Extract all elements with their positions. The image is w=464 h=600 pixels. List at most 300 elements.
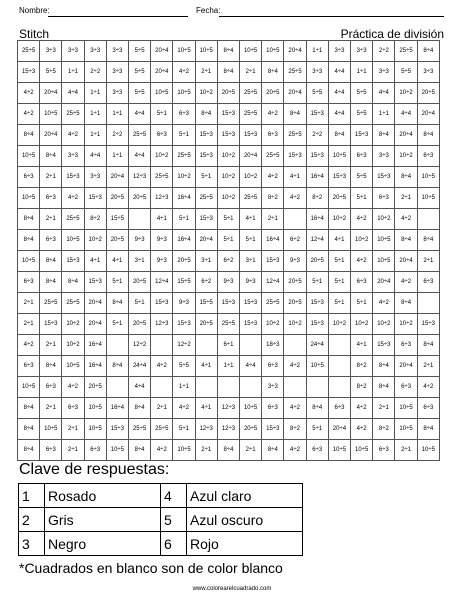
grid-cell: 15÷3 [18,62,40,83]
grid-row [18,419,440,440]
grid-cell: 4÷2 [173,398,195,419]
grid-cell: 6÷3 [173,104,195,125]
grid-cell: 2÷1 [417,251,439,272]
grid-cell: 25÷5 [195,188,217,209]
grid-row [18,209,440,230]
grid-cell: 10÷5 [328,146,350,167]
grid-cell: 5÷1 [306,419,328,440]
grid-cell: 6÷3 [84,440,106,461]
grid-cell: 20÷5 [195,314,217,335]
grid-cell: 2÷1 [18,314,40,335]
grid-cell: 6÷3 [18,356,40,377]
grid-cell: 5÷5 [351,167,373,188]
grid-cell: 1÷1 [373,104,395,125]
grid-cell: 4÷4 [328,62,350,83]
grid-cell: 15÷3 [84,188,106,209]
grid-cell: 25÷5 [240,83,262,104]
grid-cell: 5÷5 [129,41,151,62]
grid-cell: 4÷4 [62,83,84,104]
grid-cell: 5÷1 [173,209,195,230]
grid-cell: 3÷1 [129,251,151,272]
grid-cell: 2÷1 [40,209,62,230]
grid-cell: 10÷5 [417,188,439,209]
grid-cell: 12÷3 [151,314,173,335]
grid-cell: 8÷4 [18,440,40,461]
grid-cell: 15÷5 [106,209,128,230]
grid-cell: 4÷1 [195,356,217,377]
grid-row [18,314,440,335]
grid-cell: 2÷1 [195,440,217,461]
grid-row [18,41,440,62]
grid-cell: 8÷4 [106,356,128,377]
grid-cell: 6÷3 [40,440,62,461]
date-line [219,16,444,17]
grid-cell: 6÷3 [351,272,373,293]
grid-cell: 1÷1 [84,83,106,104]
grid-cell: 4÷2 [284,356,306,377]
grid-cell: 6÷3 [328,398,350,419]
grid-row [18,146,440,167]
grid-cell: 10÷5 [395,398,417,419]
grid-cell: 25÷5 [262,146,284,167]
grid-cell: 4÷2 [284,398,306,419]
grid-cell: 3÷3 [262,377,284,398]
grid-cell: 20÷5 [217,83,239,104]
grid-cell: 12÷3 [195,419,217,440]
grid-cell: 15÷3 [195,125,217,146]
grid-cell: 16÷4 [84,356,106,377]
key-color: Rojo [187,532,303,556]
grid-cell [129,209,151,230]
grid-cell: 2÷1 [395,188,417,209]
grid-cell: 25÷5 [262,293,284,314]
grid-cell: 25÷5 [62,209,84,230]
grid-cell: 8÷4 [129,440,151,461]
grid-cell: 8÷4 [373,356,395,377]
grid-cell [195,377,217,398]
grid-cell: 4÷2 [18,104,40,125]
grid-cell: 16÷4 [84,335,106,356]
grid-row [18,251,440,272]
grid-cell: 8÷4 [417,41,439,62]
grid-cell [328,335,350,356]
grid-cell: 10÷5 [84,398,106,419]
grid-cell: 5÷1 [129,293,151,314]
grid-cell: 15÷3 [151,293,173,314]
grid-cell: 5÷5 [306,83,328,104]
grid-cell: 5÷1 [240,230,262,251]
grid-cell: 15÷3 [62,251,84,272]
grid-cell: 6÷3 [18,272,40,293]
grid-cell: 10÷5 [240,41,262,62]
grid-cell: 4÷4 [373,83,395,104]
grid-cell: 10÷5 [18,377,40,398]
grid-cell: 20÷5 [129,188,151,209]
grid-cell: 20÷4 [151,62,173,83]
key-number: 4 [161,484,187,508]
grid-cell: 10÷5 [328,440,350,461]
grid-cell: 10÷5 [240,398,262,419]
grid-cell: 9÷3 [129,230,151,251]
grid-cell: 4÷1 [151,209,173,230]
grid-cell: 20÷5 [173,251,195,272]
grid-cell: 6÷3 [395,377,417,398]
grid-cell: 3÷3 [84,41,106,62]
grid-row [18,188,440,209]
grid-cell: 10÷2 [151,146,173,167]
grid-row [18,398,440,419]
key-number: 3 [19,532,45,556]
date-label: Fecha: [196,6,221,15]
grid-cell: 6÷3 [18,167,40,188]
grid-cell: 8÷4 [417,125,439,146]
grid-cell: 9÷3 [173,293,195,314]
grid-cell: 4÷2 [395,209,417,230]
answer-key-row [19,484,303,508]
grid-row [18,377,440,398]
grid-cell: 8÷4 [284,104,306,125]
grid-cell [328,356,350,377]
grid-cell: 5÷5 [40,62,62,83]
key-color: Azul oscuro [187,508,303,532]
grid-cell: 10÷2 [195,83,217,104]
grid-cell: 10÷5 [18,251,40,272]
grid-cell: 10÷5 [40,419,62,440]
grid-cell: 10÷5 [262,41,284,62]
grid-cell: 10÷5 [417,167,439,188]
grid-cell: 3÷3 [373,146,395,167]
grid-cell: 2÷2 [306,125,328,146]
grid-cell: 2÷1 [262,209,284,230]
grid-cell: 5÷5 [129,62,151,83]
grid-cell: 15÷3 [240,314,262,335]
grid-cell: 3÷1 [195,251,217,272]
grid-cell: 8÷4 [62,272,84,293]
grid-cell: 3÷3 [351,41,373,62]
grid-cell: 10÷5 [62,356,84,377]
grid-cell: 8÷2 [262,188,284,209]
grid-cell: 10÷5 [195,41,217,62]
grid-cell: 5÷1 [217,209,239,230]
grid-cell: 20÷4 [151,41,173,62]
grid-cell: 10÷2 [328,314,350,335]
grid-cell: 9÷3 [217,272,239,293]
grid-cell: 20÷5 [106,230,128,251]
grid-cell: 9÷3 [151,251,173,272]
grid-cell: 5÷1 [351,293,373,314]
grid-cell: 8÷4 [40,356,62,377]
grid-cell: 4÷2 [18,335,40,356]
grid-cell: 5÷1 [306,272,328,293]
grid-cell: 12÷2 [129,335,151,356]
grid-cell: 8÷2 [351,356,373,377]
grid-cell: 16÷4 [106,398,128,419]
grid-cell: 15÷3 [284,146,306,167]
grid-cell: 15÷3 [306,146,328,167]
grid-cell: 6÷2 [195,272,217,293]
grid-cell: 10÷2 [328,209,350,230]
grid-cell: 15÷3 [217,125,239,146]
key-color: Azul claro [187,484,303,508]
grid-cell: 3÷3 [106,41,128,62]
grid-cell: 20÷4 [395,125,417,146]
grid-cell: 3÷3 [62,146,84,167]
grid-cell: 5÷1 [195,167,217,188]
grid-cell: 12÷3 [129,167,151,188]
grid-cell: 1÷1 [173,377,195,398]
grid-cell: 6÷3 [40,188,62,209]
grid-cell: 8÷4 [18,125,40,146]
division-grid [17,40,440,461]
grid-cell: 10÷5 [106,440,128,461]
grid-cell: 10÷2 [240,167,262,188]
grid-cell: 3÷3 [306,62,328,83]
grid-cell: 2÷1 [395,440,417,461]
grid-cell: 10÷2 [373,314,395,335]
grid-cell: 10÷2 [173,167,195,188]
grid-cell: 10÷5 [306,356,328,377]
grid-cell: 20÷4 [395,356,417,377]
grid-cell: 16÷4 [306,209,328,230]
grid-cell: 5÷1 [217,230,239,251]
grid-cell: 4÷2 [395,272,417,293]
grid-cell: 20÷5 [306,251,328,272]
grid-cell: 12÷3 [217,398,239,419]
grid-cell: 8÷4 [417,230,439,251]
grid-cell: 9÷3 [284,251,306,272]
grid-cell: 2÷1 [62,419,84,440]
grid-cell: 5÷1 [106,314,128,335]
key-color: Gris [45,508,161,532]
grid-cell: 4÷4 [328,83,350,104]
grid-cell: 20÷4 [395,251,417,272]
grid-cell: 16÷4 [262,230,284,251]
grid-cell: 15÷3 [306,104,328,125]
grid-cell: 6÷1 [217,335,239,356]
grid-cell: 8÷4 [395,167,417,188]
grid-cell: 4÷2 [62,188,84,209]
grid-cell [240,335,262,356]
grid-cell: 18÷3 [262,335,284,356]
grid-cell: 10÷2 [351,230,373,251]
grid-cell: 8÷4 [262,62,284,83]
key-number: 5 [161,508,187,532]
grid-cell: 20÷5 [284,293,306,314]
grid-cell: 20÷4 [84,314,106,335]
key-color: Negro [45,532,161,556]
grid-cell: 24÷4 [129,356,151,377]
grid-cell: 20÷4 [328,419,350,440]
grid-cell: 3÷3 [62,41,84,62]
grid-cell: 10÷2 [217,188,239,209]
grid-cell: 8÷4 [373,125,395,146]
grid-cell [195,335,217,356]
grid-cell: 6÷3 [262,398,284,419]
grid-cell: 10÷5 [62,230,84,251]
grid-cell: 24÷4 [306,335,328,356]
grid-cell: 15÷5 [173,272,195,293]
grid-cell: 6÷3 [373,188,395,209]
grid-cell: 25÷5 [62,104,84,125]
grid-cell: 8÷2 [306,188,328,209]
grid-cell: 4÷2 [18,83,40,104]
grid-cell: 20÷4 [195,230,217,251]
grid-cell: 5÷1 [328,293,350,314]
grid-row [18,440,440,461]
grid-cell: 6÷2 [284,230,306,251]
grid-cell: 20÷5 [129,272,151,293]
grid-cell: 10÷5 [40,104,62,125]
grid-cell: 20÷5 [328,188,350,209]
grid-cell: 3÷3 [328,41,350,62]
grid-cell: 8÷4 [373,377,395,398]
grid-cell: 20÷5 [284,272,306,293]
grid-cell: 10÷5 [351,440,373,461]
grid-cell: 20÷4 [106,167,128,188]
grid-cell: 10÷5 [173,440,195,461]
grid-cell: 9÷3 [240,272,262,293]
grid-cell: 16÷4 [173,230,195,251]
grid-cell: 10÷2 [395,314,417,335]
grid-cell: 2÷1 [62,440,84,461]
grid-cell: 2÷1 [373,398,395,419]
grid-cell: 8÷4 [18,419,40,440]
grid-cell: 20÷5 [417,83,439,104]
grid-cell: 15÷3 [373,335,395,356]
grid-cell [284,209,306,230]
grid-cell: 25÷5 [284,62,306,83]
grid-cell: 10÷5 [417,440,439,461]
grid-cell: 4÷2 [151,356,173,377]
grid-cell [240,377,262,398]
grid-cell: 2÷1 [240,440,262,461]
grid-cell: 15÷3 [84,272,106,293]
grid-cell: 6÷3 [40,230,62,251]
grid-cell: 20÷4 [84,293,106,314]
grid-row [18,83,440,104]
grid-cell: 20÷5 [129,314,151,335]
grid-cell: 5÷1 [328,251,350,272]
grid-cell: 5÷5 [351,83,373,104]
grid-cell: 15÷3 [262,251,284,272]
grid-cell: 20÷5 [262,83,284,104]
grid-cell: 4÷2 [417,377,439,398]
grid-cell: 10÷5 [373,230,395,251]
grid-cell: 15÷3 [306,293,328,314]
grid-cell: 6÷3 [262,125,284,146]
grid-cell: 10÷5 [84,419,106,440]
grid-cell: 8÷2 [373,419,395,440]
grid-cell: 25÷5 [62,293,84,314]
grid-cell: 6÷3 [62,398,84,419]
worksheet-subtitle: Práctica de división [340,27,444,41]
grid-cell: 10÷2 [62,335,84,356]
grid-cell: 25÷5 [395,41,417,62]
grid-cell: 5÷5 [395,62,417,83]
grid-cell: 2÷1 [40,335,62,356]
grid-cell: 5÷1 [106,272,128,293]
grid-cell: 10÷2 [84,230,106,251]
grid-cell: 5÷1 [173,125,195,146]
answer-key-row [19,508,303,532]
grid-cell: 10÷5 [395,419,417,440]
grid-cell: 15÷3 [351,125,373,146]
grid-cell: 4÷2 [351,209,373,230]
grid-cell: 3÷3 [106,83,128,104]
grid-cell: 20÷5 [84,377,106,398]
key-number: 2 [19,508,45,532]
grid-cell: 10÷2 [395,146,417,167]
grid-cell [284,377,306,398]
grid-cell: 5÷1 [328,272,350,293]
grid-cell: 6÷3 [373,440,395,461]
grid-cell: 12÷4 [151,272,173,293]
grid-cell: 8÷4 [40,272,62,293]
grid-cell: 8÷4 [262,440,284,461]
grid-cell: 1÷1 [106,104,128,125]
grid-cell [417,293,439,314]
grid-cell: 2÷1 [417,356,439,377]
grid-cell: 2÷2 [373,41,395,62]
grid-cell [306,377,328,398]
grid-cell: 10÷2 [217,146,239,167]
grid-cell [106,335,128,356]
grid-cell: 15÷3 [328,167,350,188]
grid-cell: 4÷2 [262,167,284,188]
grid-cell: 15÷3 [240,293,262,314]
grid-cell: 15÷3 [106,419,128,440]
grid-cell: 4÷2 [284,440,306,461]
answer-key-table [18,483,303,556]
grid-cell: 5÷5 [173,356,195,377]
grid-cell [106,377,128,398]
grid-cell: 9÷3 [151,230,173,251]
grid-cell: 3÷3 [84,167,106,188]
grid-cell: 8÷4 [18,209,40,230]
blank-squares-note: *Cuadrados en blanco son de color blanco [19,560,283,576]
grid-cell: 4÷2 [262,104,284,125]
grid-cell: 10÷2 [373,209,395,230]
grid-row [18,272,440,293]
grid-cell: 15÷3 [62,167,84,188]
footer-url: www.colorearelcuadrado.com [192,586,272,592]
grid-cell: 10÷2 [284,314,306,335]
grid-cell: 4÷1 [328,230,350,251]
grid-cell: 8÷2 [284,419,306,440]
grid-cell: 4÷4 [129,146,151,167]
grid-cell: 8÷2 [351,377,373,398]
grid-cell: 8÷4 [18,398,40,419]
grid-cell: 3÷1 [240,251,262,272]
grid-cell: 4÷4 [129,104,151,125]
grid-cell: 8÷4 [306,398,328,419]
grid-cell: 8÷4 [106,293,128,314]
grid-cell: 15÷3 [40,314,62,335]
grid-cell: 2÷1 [40,398,62,419]
grid-cell: 15÷3 [173,314,195,335]
grid-cell: 5÷1 [351,188,373,209]
grid-cell: 25÷5 [217,314,239,335]
grid-cell: 1÷1 [306,41,328,62]
grid-cell: 4÷1 [195,398,217,419]
grid-cell: 8÷4 [217,440,239,461]
name-line [48,16,188,17]
grid-cell: 16÷4 [306,167,328,188]
grid-cell: 25÷5 [40,293,62,314]
grid-cell: 10÷2 [217,167,239,188]
grid-row [18,125,440,146]
grid-cell: 6÷3 [306,440,328,461]
